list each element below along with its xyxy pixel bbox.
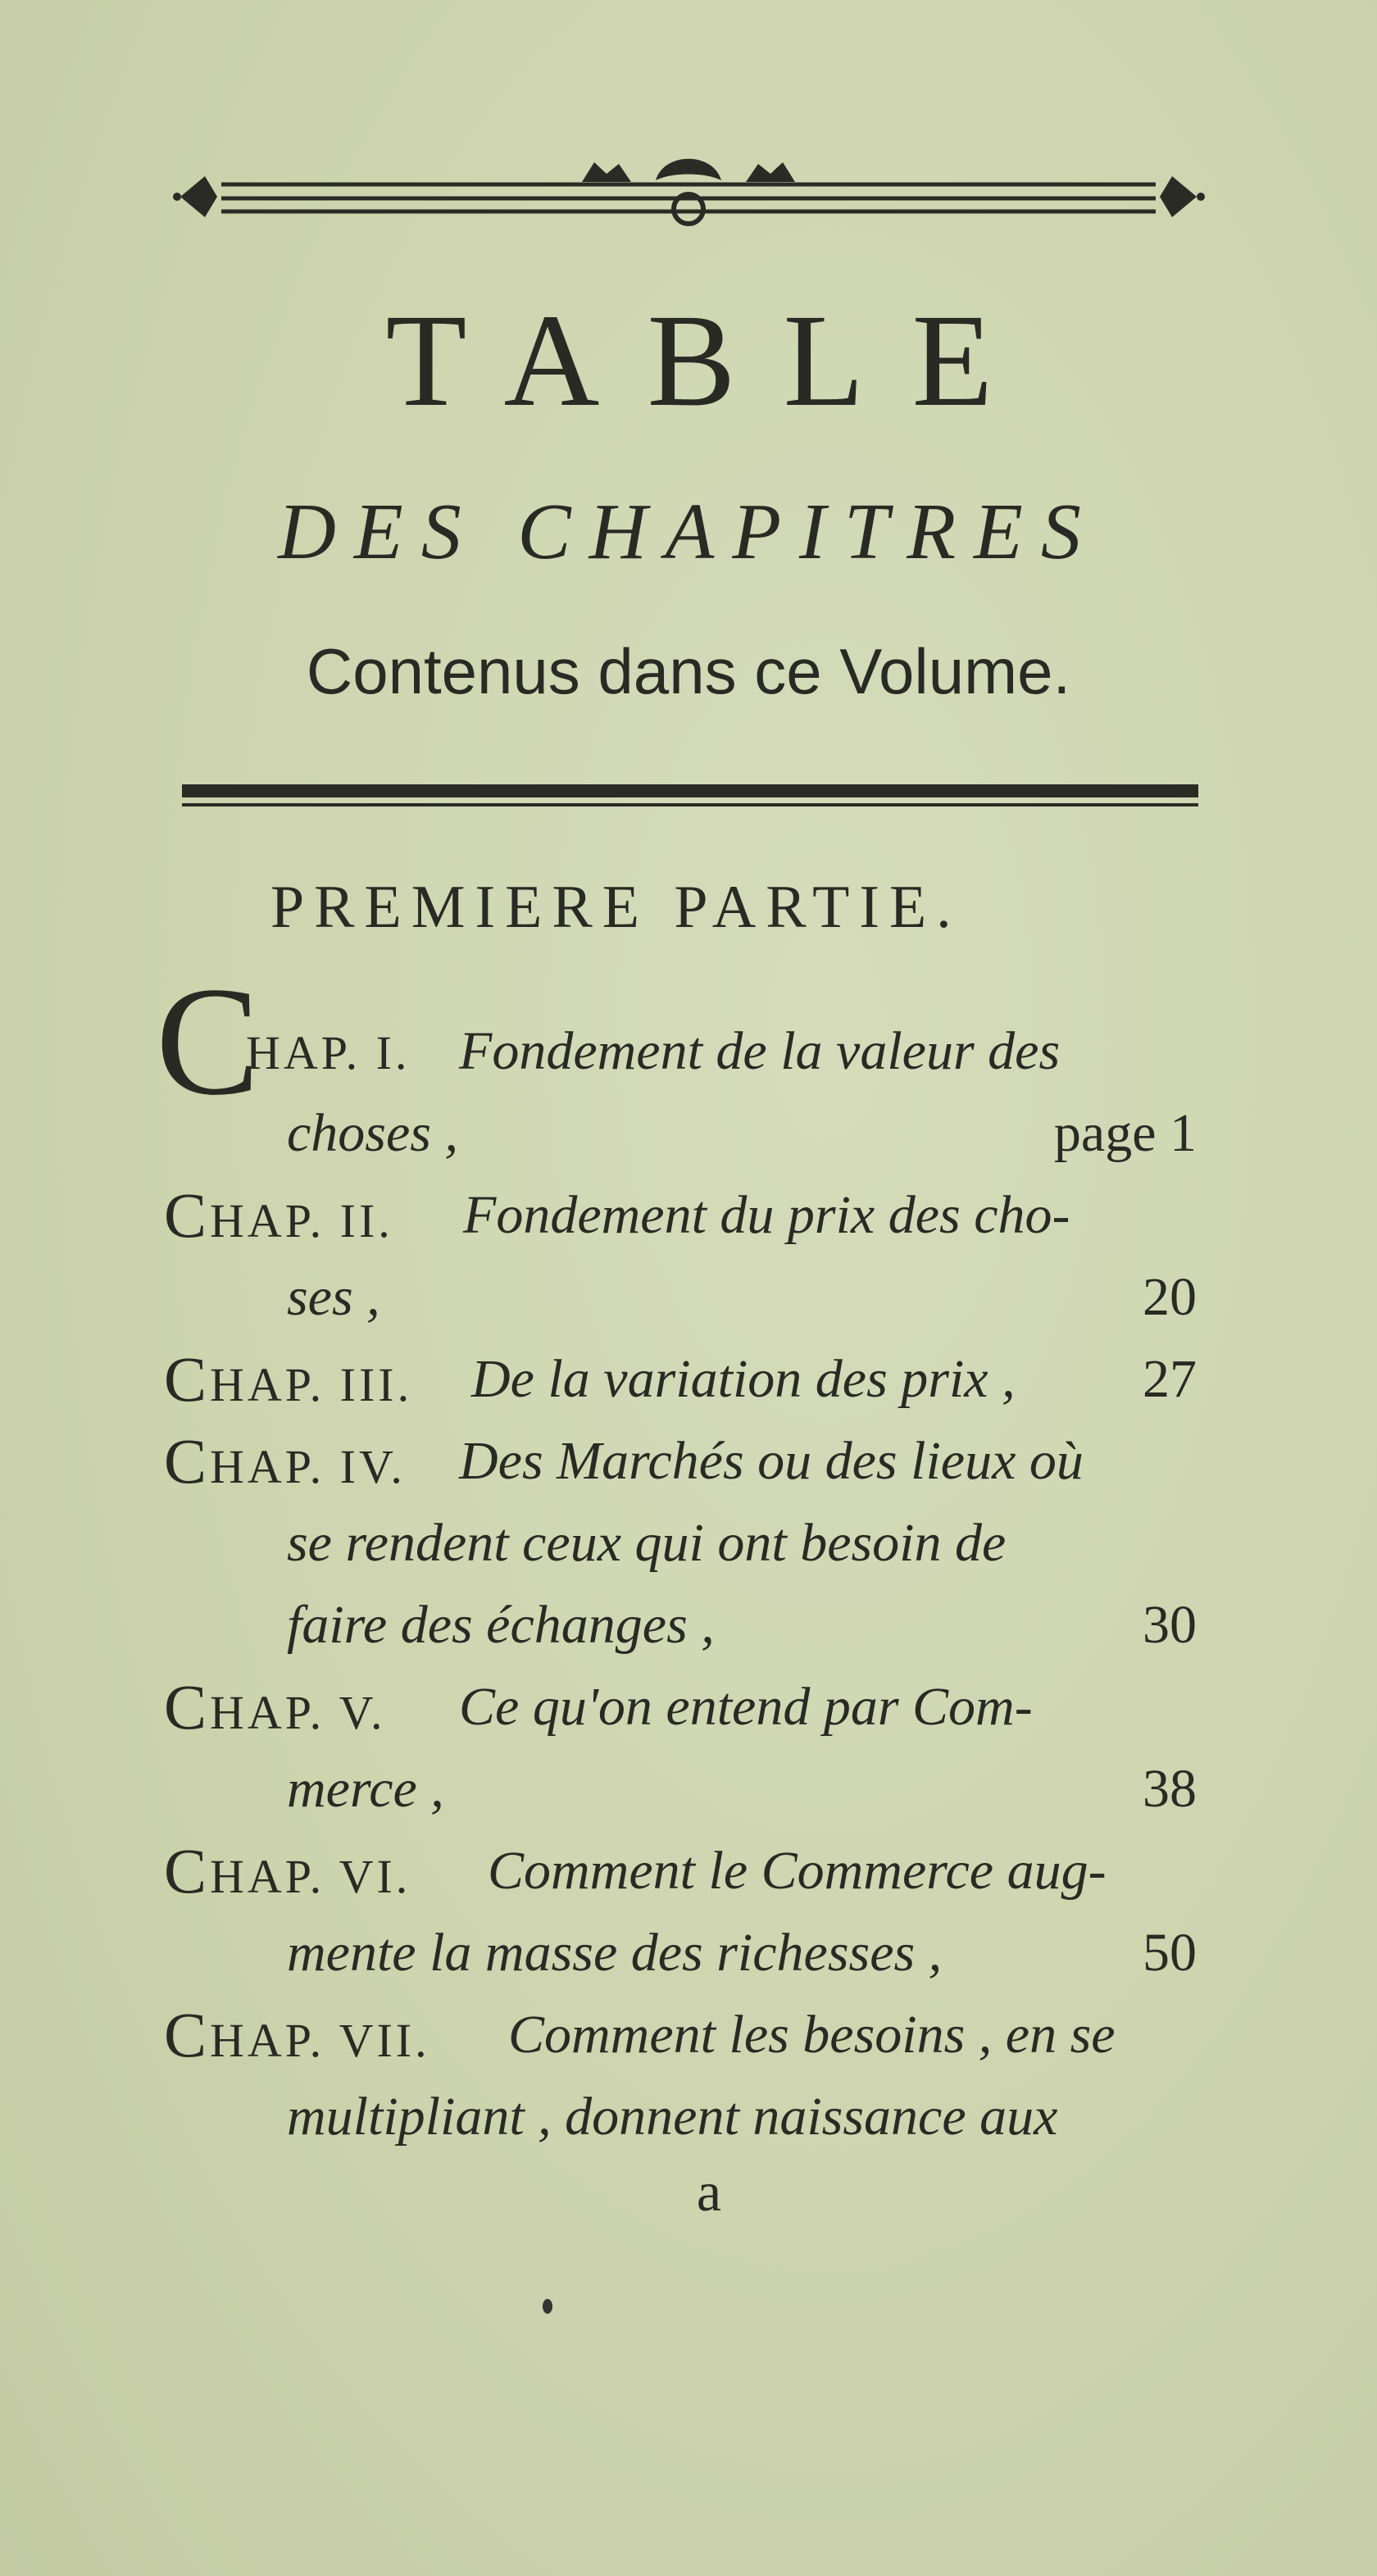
chapter-title-cont: multipliant , donnent naissance aux xyxy=(287,2087,1058,2147)
page-number: 27 xyxy=(1143,1349,1197,1409)
chapter-number: CHAP. VII. xyxy=(164,1999,430,2070)
chapter-title-cont: faire des échanges , xyxy=(287,1595,715,1655)
page-number: page 1 xyxy=(1053,1103,1197,1163)
toc-entry-line xyxy=(0,1668,1377,1747)
signature-mark: a xyxy=(696,2160,722,2223)
chapter-title: Comment le Commerce aug- xyxy=(488,1841,1107,1901)
toc-entry-line xyxy=(0,1176,1377,1255)
chapter-number: CHAP. II. xyxy=(164,1179,393,1251)
toc-entry-line xyxy=(0,1832,1377,1910)
chapter-title: Des Marchés ou des lieux où xyxy=(459,1431,1084,1491)
chapter-title-cont: ses , xyxy=(287,1267,380,1327)
toc-entry-line xyxy=(0,1094,1377,1173)
drop-cap: C xyxy=(156,956,260,1128)
toc-entry-line xyxy=(0,1340,1377,1419)
table-subtitle: DES CHAPITRES xyxy=(278,488,1099,576)
chapter-number: HAP. I. xyxy=(246,1026,411,1079)
toc-entry-line xyxy=(0,1012,1377,1091)
toc-entry-line xyxy=(0,1504,1377,1583)
chapter-title: Comment les besoins , en se xyxy=(508,2005,1116,2065)
toc-entry-line xyxy=(0,1996,1377,2074)
chapter-title: Fondement de la valeur des xyxy=(459,1021,1061,1081)
chapter-title-cont: choses , xyxy=(287,1103,458,1163)
part-heading: PREMIERE PARTIE. xyxy=(270,874,961,941)
chapter-title: Ce qu'on entend par Com- xyxy=(459,1677,1033,1737)
decorative-rule xyxy=(182,781,1198,814)
toc-entry-line xyxy=(0,2078,1377,2156)
table-title: TABLE xyxy=(385,288,1041,434)
chapter-title-cont: se rendent ceux qui ont besoin de xyxy=(287,1513,1007,1573)
chapter-title-cont: merce , xyxy=(287,1759,444,1819)
toc-entry-line xyxy=(0,1750,1377,1829)
page-number: 30 xyxy=(1143,1595,1197,1655)
ornament-header xyxy=(172,148,1205,238)
chapter-number: CHAP. VI. xyxy=(164,1835,411,1906)
page-number: 38 xyxy=(1143,1759,1197,1819)
chapter-title: De la variation des prix , xyxy=(471,1349,1016,1409)
chapter-number: CHAP. III. xyxy=(164,1343,413,1415)
page-number: 50 xyxy=(1143,1923,1197,1983)
contenus-line: Contenus dans ce Volume. xyxy=(306,635,1071,707)
chapter-number: CHAP. V. xyxy=(164,1671,386,1742)
toc-entry-line xyxy=(0,1586,1377,1665)
chapter-title: Fondement du prix des cho- xyxy=(463,1185,1070,1245)
ink-speck xyxy=(543,2299,552,2314)
chapter-title-cont: mente la masse des richesses , xyxy=(287,1923,943,1983)
toc-entry-line xyxy=(0,1422,1377,1501)
page-number: 20 xyxy=(1143,1267,1197,1327)
toc-entry-line xyxy=(0,1258,1377,1337)
toc-entry-line xyxy=(0,1914,1377,1992)
chapter-number: CHAP. IV. xyxy=(164,1425,406,1497)
